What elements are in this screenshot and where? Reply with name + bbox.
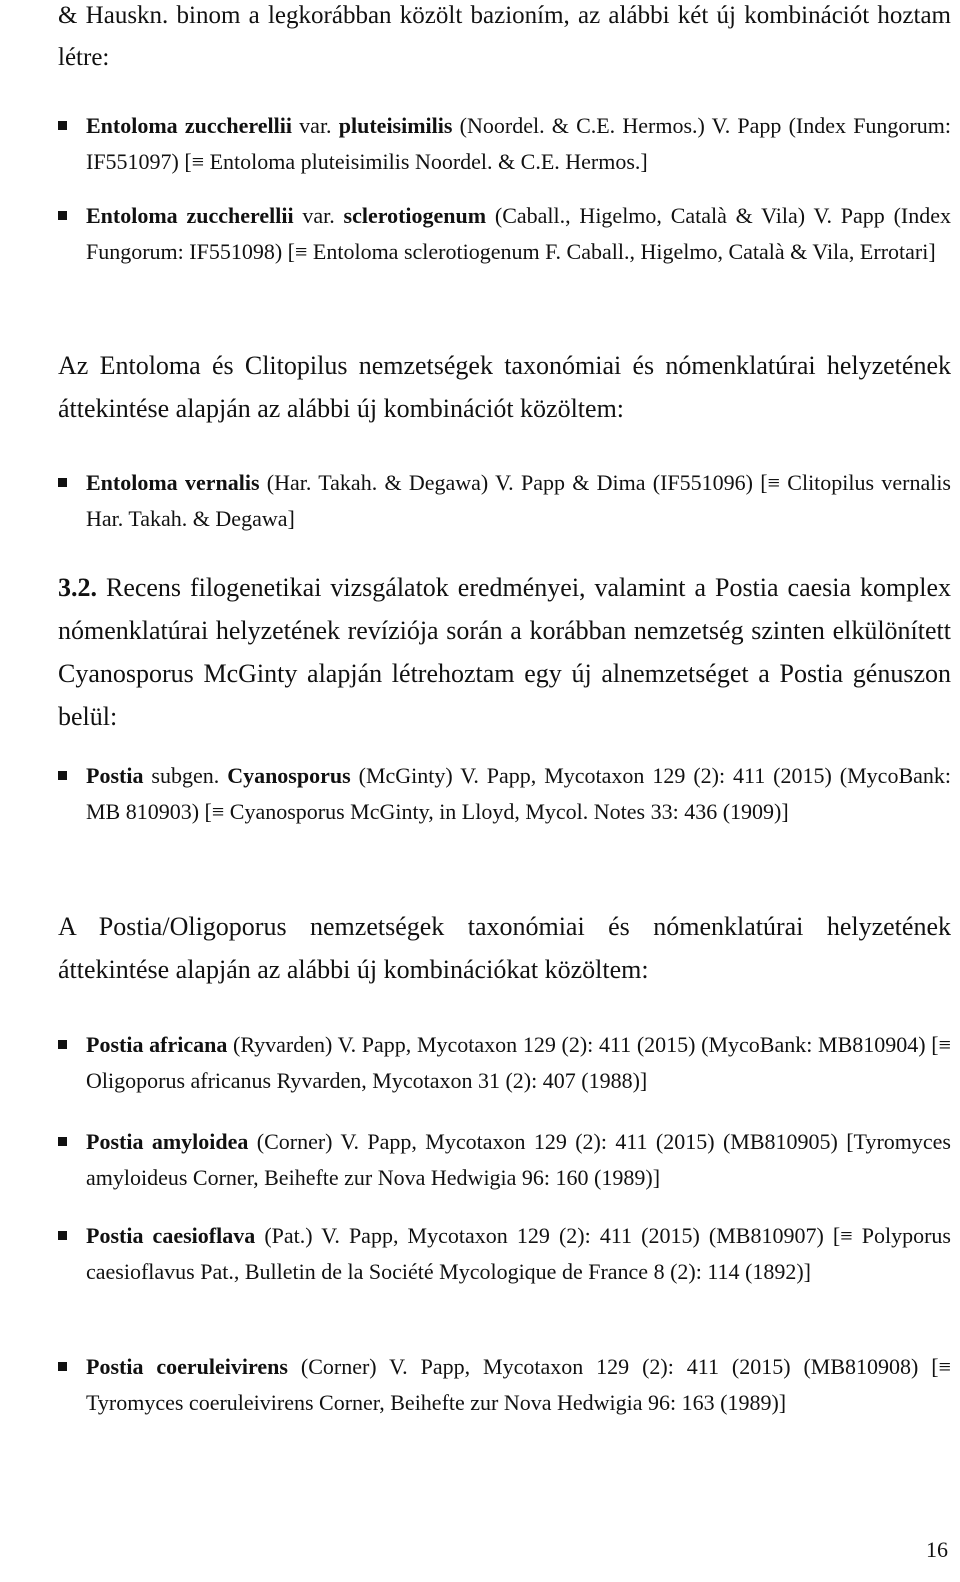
taxon-name: sclerotiogenum (343, 203, 487, 228)
citation-text: (Har. Takah. & Degawa) V. Papp & Dima (IF551096) [≡ Clitopilus vernalis Har. Takah. & Degawa] (86, 470, 951, 531)
taxon-name: Postia caesioflava (86, 1223, 256, 1248)
citation-text: (Ryvarden) V. Papp, Mycotaxon 129 (2): 411 (2015) (MycoBank: MB810904) [≡ Oligoporus africanus Ryvarden, Mycotaxon 31 (2): 407 (1988)] (86, 1032, 951, 1093)
section-paragraph: 3.2. Recens filogenetikai vizsgálatok eredményei, valamint a Postia caesia komplex nómenklatúrai helyzetének revíziója során a korábban nemzetség szinten elkülönített Cyanosporus McGinty alapján létrehoztam egy új alnemzetséget a Postia génuszon belül: (58, 573, 951, 731)
citation-text: (Corner) V. Papp, Mycotaxon 129 (2): 411 (2015) (MB810908) [≡ Tyromyces coeruleivirens Corner, Beihefte zur Nova Hedwigia 96: 163 (1989)] (86, 1354, 952, 1415)
section-paragraph: A Postia/Oligoporus nemzetségek taxonómiai és nómenklatúrai helyzetének áttekintése alapján az alábbi új kombinációkat közöltem: (58, 912, 951, 984)
taxon-name: Cyanosporus (227, 763, 351, 788)
list-item (86, 1124, 951, 1196)
bullet-icon (58, 1040, 67, 1049)
intro-paragraph: & Hauskn. binom a legkorábban közölt bazioním, az alábbi két új kombinációt hoztam létre: (58, 2, 951, 71)
citation-text: subgen. (143, 763, 228, 788)
bullet-icon (58, 771, 67, 780)
bullet-icon (58, 1231, 67, 1240)
citation-text: (Pat.) V. Papp, Mycotaxon 129 (2): 411 (2015) (MB810907) [≡ Polyporus caesioflavus Pat., Bulletin de la Société Mycologique de France 8 (2): 114 (1892)] (86, 1223, 951, 1284)
list-item (86, 108, 951, 180)
citation-text: (McGinty) V. Papp, Mycotaxon 129 (2): 411 (2015) (MycoBank: MB 810903) [≡ Cyanosporus McGinty, in Lloyd, Mycol. Notes 33: 436 (1909)] (86, 763, 951, 824)
page-number: 16 (926, 1537, 948, 1562)
bullet-icon (58, 1362, 67, 1371)
citation-text: var. (293, 203, 344, 228)
list-item (86, 1218, 951, 1290)
list-item (86, 465, 951, 537)
citation-text: (Corner) V. Papp, Mycotaxon 129 (2): 411 (2015) (MB810905) [Tyromyces amyloideus Corner, Beihefte zur Nova Hedwigia 96: 160 (1989)] (86, 1129, 951, 1190)
section-number: 3.2. (58, 573, 97, 602)
list-item (86, 1349, 951, 1421)
list-item (86, 1027, 951, 1099)
taxon-name: pluteisimilis (338, 113, 453, 138)
bullet-icon (58, 211, 67, 220)
taxon-name: Entoloma zuccherellii (86, 203, 294, 228)
taxon-name: Entoloma zuccherellii (86, 113, 292, 138)
taxon-name: Postia coeruleivirens (86, 1354, 288, 1379)
citation-text: (Noordel. & C.E. Hermos.) V. Papp (Index Fungorum: IF551097) [≡ Entoloma pluteisimilis Noordel. & C.E. Hermos.] (86, 113, 951, 174)
citation-text: (Caball., Higelmo, Català & Vila) V. Papp (Index Fungorum: IF551098) [≡ Entoloma sclerotiogenum F. Caball., Higelmo, Català & Vila, Errotari] (86, 203, 951, 264)
list-item (86, 198, 951, 270)
bullet-icon (58, 1137, 67, 1146)
bullet-icon (58, 478, 67, 487)
taxon-name: Postia (86, 763, 144, 788)
taxon-name: Postia africana (86, 1032, 228, 1057)
bullet-icon (58, 121, 67, 130)
citation-text: var. (291, 113, 339, 138)
taxon-name: Postia amyloidea (86, 1129, 249, 1154)
list-item (86, 758, 951, 830)
taxon-name: Entoloma vernalis (86, 470, 260, 495)
section-paragraph: Az Entoloma és Clitopilus nemzetségek taxonómiai és nómenklatúrai helyzetének áttekintése alapján az alábbi új kombinációt közöltem: (58, 351, 951, 423)
